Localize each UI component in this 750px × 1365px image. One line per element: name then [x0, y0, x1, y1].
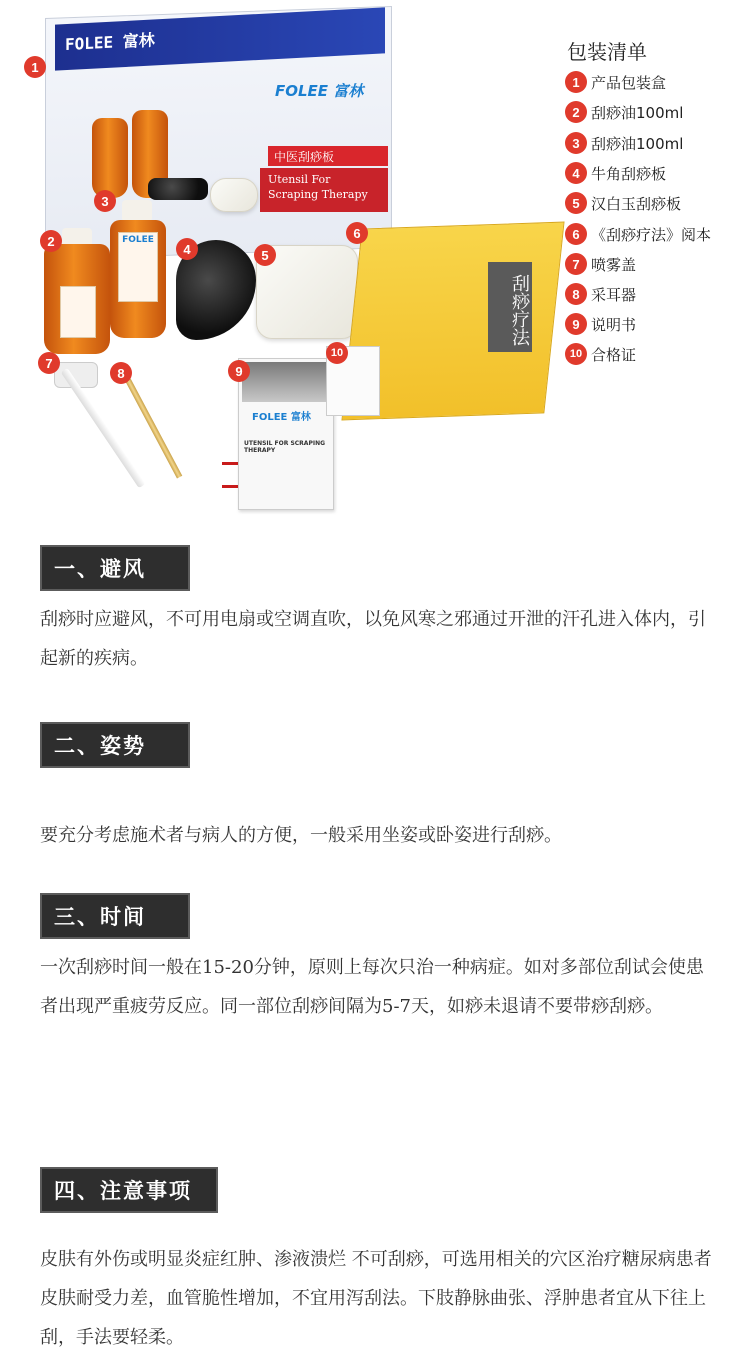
item-number: 9: [565, 313, 587, 335]
bottle-label: FOLEE: [118, 232, 158, 302]
callout-6: 6: [346, 222, 368, 244]
item-label: 说明书: [591, 315, 637, 334]
callout-10: 10: [326, 342, 348, 364]
item-number: 2: [565, 101, 587, 123]
item-number: 6: [565, 223, 587, 245]
box-subtitle: Utensil For Scraping Therapy: [260, 168, 388, 212]
box-brand-strip: FOLEE 富林: [55, 7, 385, 70]
callout-3: 3: [94, 190, 116, 212]
item-number: 10: [565, 343, 587, 365]
item-label: 产品包装盒: [591, 73, 667, 92]
callout-8: 8: [110, 362, 132, 384]
item-label: 合格证: [591, 345, 637, 364]
section-heading-notes: 四、注意事项: [40, 1167, 218, 1213]
bottle-label: [60, 286, 96, 338]
packing-list-item: [565, 313, 636, 335]
item-label: 采耳器: [591, 285, 637, 304]
section-body-wind: 刮痧时应避风，不可用电扇或空调直吹，以免风寒之邪通过开泄的汗孔进入体内，引起新的疾病。: [40, 609, 706, 669]
item-label: 喷雾盖: [591, 255, 637, 274]
section-heading-time: 三、时间: [40, 893, 190, 939]
callout-7: 7: [38, 352, 60, 374]
packing-list-item: [565, 71, 666, 93]
packing-list-item: [565, 223, 711, 245]
box-logo: FOLEE 富林: [275, 82, 364, 100]
section-heading-wind: 一、避风: [40, 545, 190, 591]
packing-list-item: [565, 101, 683, 123]
section-body-notes: 皮肤有外伤或明显炎症红肿、渗液溃烂 不可刮痧，可选用相关的穴区治疗糖尿病患者皮肤耐受力差，血管脆性增加，不宜用泻刮法。下肢静脉曲张、浮肿患者宜从下往上刮，手法要轻柔。: [40, 1249, 712, 1348]
section-heading-posture: 二、姿势: [40, 722, 190, 768]
section-body-time: 一次刮痧时间一般在15-20分钟，原则上每次只治一种病症。如对多部位刮试会使患者出现严重疲劳反应。同一部位刮痧间隔为5-7天，如痧未退请不要带痧刮痧。: [40, 957, 704, 1017]
packing-list-item: [565, 192, 681, 214]
box-horn-board: [148, 178, 208, 200]
box-jade-board: [210, 178, 258, 212]
packing-list-item: [565, 343, 636, 365]
callout-2: 2: [40, 230, 62, 252]
callout-9: 9: [228, 360, 250, 382]
manual-caption: UTENSIL FOR SCRAPING THERAPY: [244, 440, 326, 454]
packing-list-item: [565, 162, 666, 184]
ear-pick: [125, 379, 182, 479]
item-label: 刮痧油100ml: [591, 103, 684, 122]
item-number: 5: [565, 192, 587, 214]
packing-list-item: [565, 132, 683, 154]
manual-photo: [242, 362, 328, 402]
packing-list-title: 包装清单: [567, 40, 647, 64]
item-number: 7: [565, 253, 587, 275]
item-number: 1: [565, 71, 587, 93]
item-label: 刮痧油100ml: [591, 134, 684, 153]
item-number: 4: [565, 162, 587, 184]
box-bottle: [92, 118, 128, 198]
item-number: 3: [565, 132, 587, 154]
packing-list-item: [565, 253, 636, 275]
item-label: 牛角刮痧板: [591, 164, 667, 183]
manual-logo: FOLEE 富林: [252, 412, 311, 423]
callout-5: 5: [254, 244, 276, 266]
callout-4: 4: [176, 238, 198, 260]
section-body-posture: 要充分考虑施术者与病人的方便，一般采用坐姿或卧姿进行刮痧。: [40, 825, 562, 846]
callout-1: 1: [24, 56, 46, 78]
packing-list-item: [565, 283, 636, 305]
item-label: 汉白玉刮痧板: [591, 194, 682, 213]
book-title: 刮痧疗法: [488, 262, 532, 352]
item-label: 《刮痧疗法》阅本: [591, 225, 712, 244]
bottle-cap: [122, 200, 152, 222]
item-number: 8: [565, 283, 587, 305]
box-title: 中医刮痧板: [268, 146, 388, 166]
